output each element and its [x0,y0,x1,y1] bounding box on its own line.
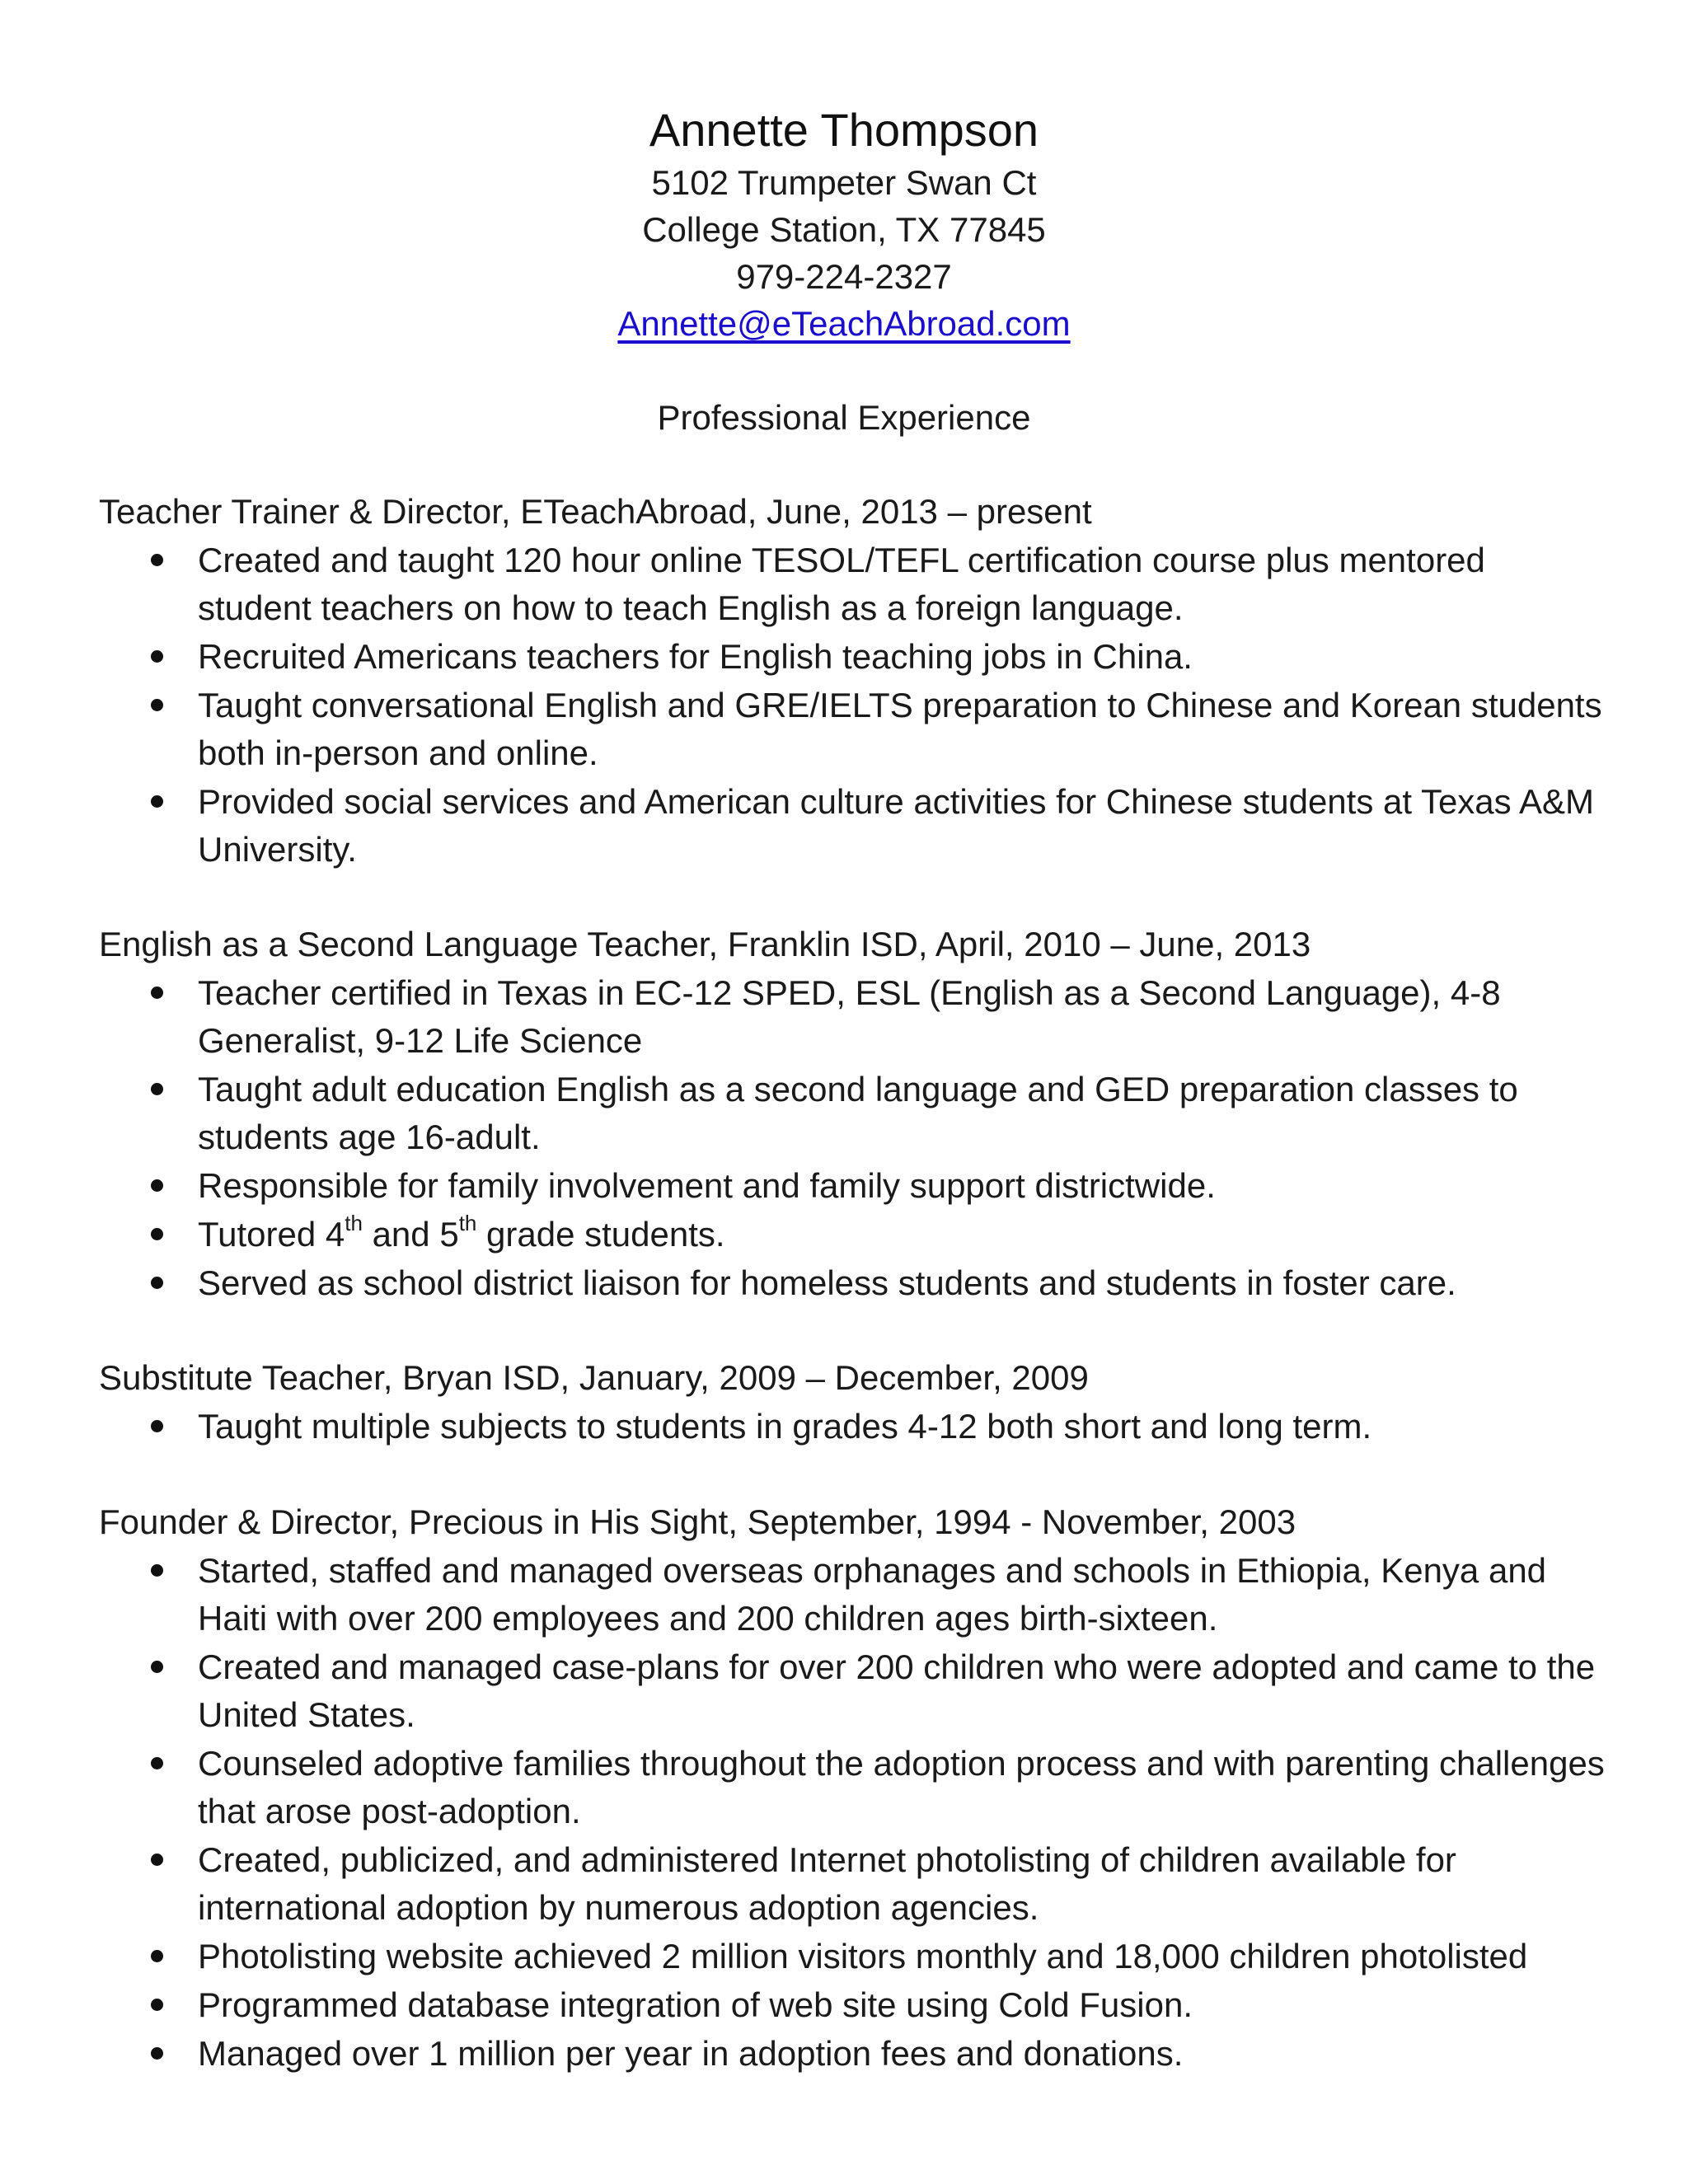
bullet-icon [151,1228,163,1240]
job-entry-3 [99,1354,1607,1451]
job-entry-2 [99,921,1607,1307]
list-item: Tutored 4th and 5th grade students. [99,1210,1607,1258]
email-link[interactable]: Annette@eTeachAbroad.com [617,304,1071,343]
bullet-icon [151,1854,163,1866]
bullet-icon [151,1950,163,1962]
bullet-icon [151,650,163,663]
bullet-icon [151,699,163,711]
list-item: Teacher certified in Texas in EC-12 SPED, ESL (English as a Second Language), 4-8 Generalist, 9-12 Life Science [99,968,1607,1065]
list-item: Provided social services and American culture activities for Chinese students at Texas A&M University. [99,777,1607,874]
list-item: Started, staffed and managed overseas orphanages and schools in Ethiopia, Kenya and Haiti with over 200 employees and 200 children ages birth-sixteen. [99,1546,1607,1643]
bullet-icon [151,987,163,999]
address-line-1: 5102 Trumpeter Swan Ct [651,163,1037,202]
bullet-icon [151,1757,163,1769]
job-entry-1 [99,488,1607,874]
job-entry-4 [99,1498,1607,2078]
job-title: Substitute Teacher, Bryan ISD, January, 2009 – December, 2009 [99,1358,1089,1397]
job-title: Teacher Trainer & Director, ETeachAbroad, June, 2013 – present [99,492,1092,531]
job-bullets [99,1402,1607,1451]
bullet-icon [151,554,163,566]
list-item: Responsible for family involvement and family support districtwide. [99,1161,1607,1210]
section-title: Professional Experience [657,398,1031,437]
address-line-2: College Station, TX 77845 [642,210,1046,249]
bullet-icon [151,1083,163,1095]
email-container [0,300,1688,347]
bullet-icon [151,1564,163,1577]
list-item: Photolisting website achieved 2 million visitors monthly and 18,000 children photolisted [99,1932,1607,1980]
bullet-icon [151,1277,163,1289]
list-item: Recruited Americans teachers for English teaching jobs in China. [99,632,1607,681]
bullet-icon [151,1999,163,2011]
list-item: Taught adult education English as a second language and GED preparation classes to students age 16-adult. [99,1065,1607,1161]
job-bullets [99,536,1607,874]
list-item: Counseled adoptive families throughout the adoption process and with parenting challenges that arose post-adoption. [99,1739,1607,1835]
list-item: Taught conversational English and GRE/IELTS preparation to Chinese and Korean students both in-person and online. [99,681,1607,777]
phone-number: 979-224-2327 [736,257,952,296]
bullet-icon [151,1179,163,1192]
list-item: Served as school district liaison for homeless students and students in foster care. [99,1258,1607,1307]
list-item: Created and taught 120 hour online TESOL/TEFL certification course plus mentored student teachers on how to teach English as a foreign language. [99,536,1607,632]
candidate-name: Annette Thompson [649,104,1039,156]
bullet-icon [151,1661,163,1673]
job-title: English as a Second Language Teacher, Franklin ISD, April, 2010 – June, 2013 [99,925,1311,963]
bullet-icon [151,795,163,808]
list-item: Created and managed case-plans for over 200 children who were adopted and came to the United States. [99,1643,1607,1739]
bullet-icon [151,2047,163,2060]
job-bullets [99,1546,1607,2078]
job-bullets [99,968,1607,1307]
list-item: Programmed database integration of web site using Cold Fusion. [99,1980,1607,2029]
list-item: Managed over 1 million per year in adoption fees and donations. [99,2029,1607,2078]
list-item: Taught multiple subjects to students in grades 4-12 both short and long term. [99,1402,1607,1451]
job-title: Founder & Director, Precious in His Sight, September, 1994 - November, 2003 [99,1502,1296,1541]
bullet-icon [151,1420,163,1432]
list-item: Created, publicized, and administered Internet photolisting of children available for international adoption by numerous adoption agencies. [99,1835,1607,1932]
